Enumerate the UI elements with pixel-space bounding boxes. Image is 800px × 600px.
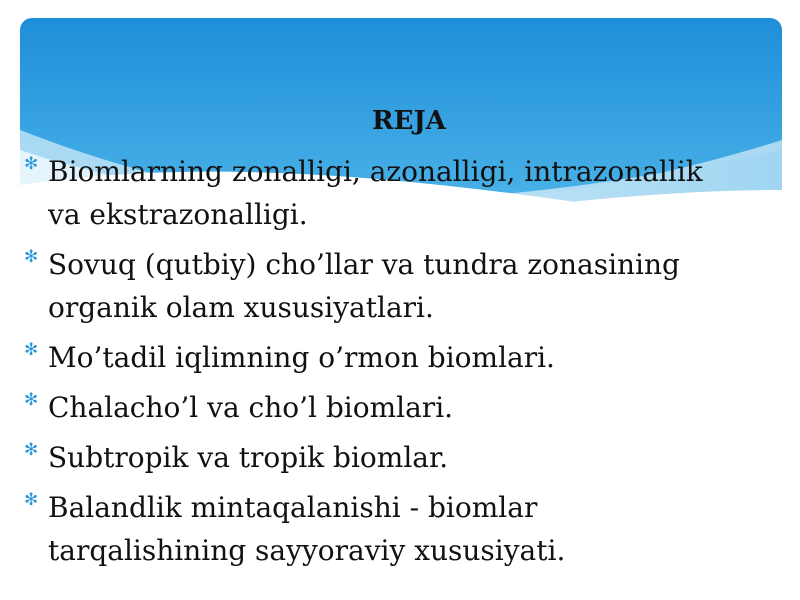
bullet-list [18,150,778,579]
list-item [18,486,778,572]
list-item [18,243,778,329]
item-line: tarqalishining sayyoraviy xususiyati. [48,534,566,567]
item-line: va ekstrazonalligi. [48,198,308,231]
list-item [18,150,778,236]
asterisk-bullet-icon: ✻ [24,490,39,510]
item-line: Mo’tadil iqlimning o’rmon biomlari. [48,341,555,374]
item-line: Balandlik mintaqalanishi - biomlar [48,491,538,524]
asterisk-bullet-icon: ✻ [24,340,39,360]
item-line: Biomlarning zonalligi, azonalligi, intrazonallik [48,155,703,188]
asterisk-bullet-icon: ✻ [24,247,39,267]
slide-title: REJA [372,106,446,136]
item-line: Chalacho’l va cho’l biomlari. [48,391,454,424]
item-line: Subtropik va tropik biomlar. [48,441,449,474]
list-item [18,436,778,479]
asterisk-bullet-icon: ✻ [24,154,39,174]
list-item [18,386,778,429]
asterisk-bullet-icon: ✻ [24,440,39,460]
item-line: organik olam xususiyatlari. [48,291,434,324]
list-item [18,336,778,379]
asterisk-bullet-icon: ✻ [24,390,39,410]
item-line: Sovuq (qutbiy) cho’llar va tundra zonasining [48,248,680,281]
